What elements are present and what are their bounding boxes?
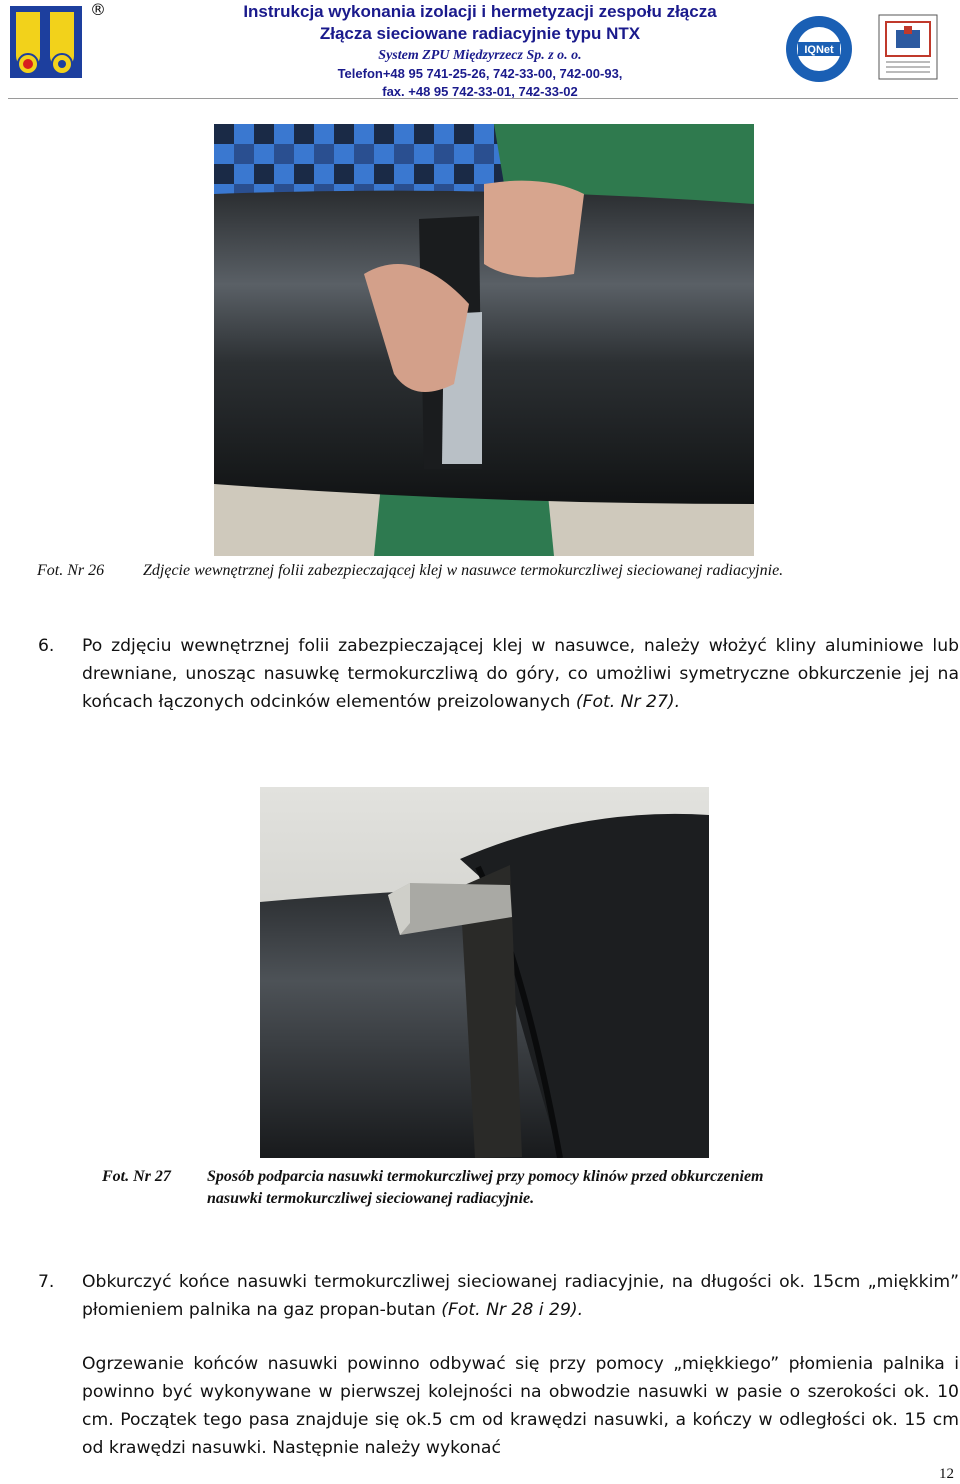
step-6-text — [82, 632, 959, 716]
header-subtitle: Złącza sieciowane radiacyjnie typu NTX — [319, 24, 641, 43]
iqnet-text: IQNet — [804, 44, 834, 56]
header-phone: Telefon+48 95 741-25-26, 742-33-00, 742-00-93, — [337, 66, 623, 81]
step-7-photo-ref: (Fot. Nr 28 i 29). — [441, 1300, 584, 1320]
header-company: System ZPU Międzyrzecz Sp. z o. o. — [378, 48, 582, 63]
step-7-number: 7. — [38, 1272, 55, 1292]
header-title: Instrukcja wykonania izolacji i hermetyzacji zespołu złącza — [243, 2, 717, 21]
figure-26-label: Fot. Nr 26 — [37, 562, 105, 579]
registered-mark: ® — [90, 0, 106, 19]
figure-27-label: Fot. Nr 27 — [102, 1168, 171, 1185]
step-6-photo-ref: (Fot. Nr 27). — [575, 692, 681, 712]
step-7-text — [82, 1268, 959, 1324]
heating-paragraph: Ogrzewanie końców nasuwki powinno odbywać się przy pomocy „miękkiego” płomienia palnika i powinno być wykonywane w pierwszej kolejności na obwodzie nasuwki w pasie o szerokości ok. 10 cm. Początek tego pasa znajduje się ok.5 cm od krawędzi nasuwki, a kończy w odległości ok. 15 cm od krawędzi nasuwki. Następnie należy wykonać — [82, 1354, 959, 1458]
step-6-body: Po zdjęciu wewnętrznej folii zabezpieczającej klej w nasuwce, należy włożyć kliny aluminiowe lub drewniane, unosząc nasuwkę termokurczliwą do góry, co umożliwi symetryczne obkurczenie jej na końcach łączonych odcinków elementów preizolowanych — [82, 636, 959, 712]
figure-27-caption: Sposób podparcia nasuwki termokurczliwej przy pomocy klinów przed obkurczeniem nasuwki termokurczliwej sieciowanej radiacyjnie. — [207, 1168, 764, 1207]
header-divider — [8, 98, 958, 99]
step-6-number: 6. — [38, 636, 55, 656]
page-number: 12 — [939, 1466, 954, 1482]
figure-26-caption: Zdjęcie wewnętrznej folii zabezpieczającej klej w nasuwce termokurczliwej sieciowanej radiacyjnie. — [143, 562, 784, 579]
pcbc-certificate-logo — [878, 14, 938, 80]
photo-26 — [214, 124, 754, 556]
photo-27 — [260, 787, 709, 1158]
header-fax: fax. +48 95 742-33-01, 742-33-02 — [382, 84, 578, 99]
step-7-body: Obkurczyć końce nasuwki termokurczliwej sieciowanej radiacyjnie, na długości ok. 15cm „miękkim” płomieniem palnika na gaz propan-butan — [82, 1272, 959, 1320]
iqnet-certificate-logo — [784, 14, 854, 84]
company-logo — [10, 6, 82, 78]
